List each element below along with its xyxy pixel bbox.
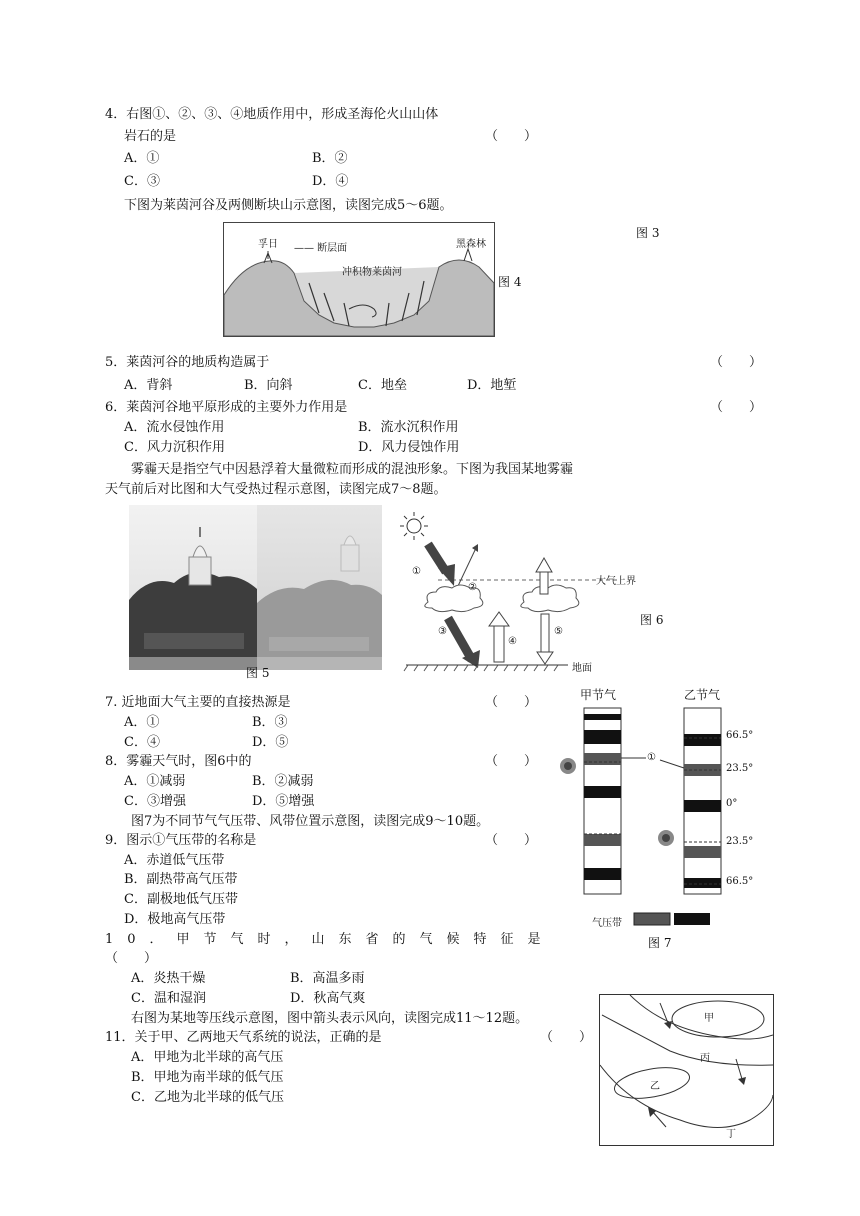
q4-answer-paren: （ ） [485,129,538,144]
q5-option-d: D．地堑 [467,378,517,393]
q11-option-c: C．乙地为北半球的低气压 [131,1090,284,1105]
q9-option-c: C．副极地低气压带 [124,892,238,907]
q7-option-a: A．① [124,715,160,730]
q6-answer-paren: （ ） [710,400,763,415]
fig6-ground-label: 地面 [572,663,592,674]
q9-answer-paren: （ ） [485,833,538,848]
q7-option-c: C．④ [124,735,160,750]
intro-7-8-line2: 天气前后对比图和大气受热过程示意图，读图完成7～8题。 [105,482,447,497]
q5-option-b: B．向斜 [244,378,293,393]
q9-option-a: A．赤道低气压带 [124,853,225,868]
fig4-label: 图 4 [498,275,522,289]
q10-option-b: B．高温多雨 [290,971,365,986]
fig7-lat-23-north: 23.5° [726,763,754,774]
intro-7-8-line1: 雾霾天是指空气中因悬浮着大量微粒而形成的混浊形象。下图为我国某地雾霾 [131,462,574,477]
q6-option-c: C．风力沉积作用 [124,440,225,455]
fig6-marker-1: ① [412,566,421,577]
q7-option-b: B．③ [252,715,288,730]
q6-stem: 6．莱茵河谷地平原形成的主要外力作用是 [105,400,348,415]
fig7-right-title: 乙节气 [684,688,721,702]
fig8-isobar-map [599,994,774,1146]
fig6-marker-3: ③ [438,626,447,637]
q7-option-d: D．⑤ [252,735,289,750]
q4-option-b: B．② [312,151,348,166]
q11-answer-paren: （ ） [540,1030,593,1045]
q9-option-d: D．极地高气压带 [124,912,226,927]
fig6-label: 图 6 [640,613,664,627]
q8-option-b: B．②减弱 [252,774,314,789]
fig5-label: 图 5 [246,666,270,680]
q6-option-b: B．流水沉积作用 [358,420,459,435]
q4-option-c: C．③ [124,174,160,189]
q7-answer-paren: （ ） [485,695,538,710]
q6-option-a: A．流水侵蚀作用 [124,420,225,435]
q5-stem: 5．莱茵河谷的地质构造属于 [105,355,270,370]
q8-option-a: A．①减弱 [124,774,186,789]
q8-stem: 8．雾霾天气时，图6中的 [105,754,252,769]
q4-stem: 4．右图①、②、③、④地质作用中，形成圣海伦火山山体 [105,107,439,122]
fig7-lat-23-south: 23.5° [726,836,754,847]
q11-option-b: B．甲地为南半球的低气压 [131,1070,284,1085]
fig6-atmosphere-heating [398,508,638,673]
fig7-legend-label: 气压带 [592,918,622,929]
fig8-label-bing: 丙 [700,1053,710,1064]
q9-stem: 9．图示①气压带的名称是 [105,833,257,848]
fig3-label: 图 3 [636,226,660,240]
q8-answer-paren: （ ） [485,754,538,769]
q6-option-d: D．风力侵蚀作用 [358,440,460,455]
fig7-pressure-belts [560,686,760,956]
intro-9-10: 图7为不同节气气压带、风带位置示意图，读图完成9～10题。 [131,814,490,829]
q8-option-c: C．③增强 [124,794,186,809]
q10-option-d: D．秋高气爽 [290,991,366,1006]
fig8-label-jia: 甲 [704,1013,714,1024]
q9-option-b: B．副热带高气压带 [124,872,238,887]
fig4-right-mountain-label: 黑森林 [456,239,486,250]
fig7-lat-66-south: 66.5° [726,876,754,887]
fig8-label-yi: 乙 [650,1081,660,1092]
q8-option-d: D．⑤增强 [252,794,315,809]
q5-answer-paren: （ ） [710,355,763,370]
q11-option-a: A．甲地为北半球的高气压 [131,1050,284,1065]
fig6-upper-atmosphere-label: 大气上界 [596,576,636,587]
fig4-fault-legend: —— 断层面 [294,243,348,254]
fig6-marker-4: ④ [508,636,517,647]
q4-option-d: D．④ [312,174,349,189]
fig7-marker-1: ① [647,752,656,763]
fig7-lat-0: 0° [726,798,738,809]
fig4-left-mountain-label: 孚日 [258,239,278,250]
fig6-marker-5: ⑤ [554,626,563,637]
fig8-label-ding: 丁 [726,1129,736,1140]
q10-stem: 10．甲节气时，山东省的气候特征是 [105,932,555,947]
q4-option-a: A．① [124,151,160,166]
q5-option-a: A．背斜 [124,378,173,393]
fig4-rhine-valley [223,222,495,337]
fig7-label: 图 7 [648,936,672,950]
fig4-alluvium-label: 冲积物莱茵河 [342,267,402,278]
q4-stem-cont: 岩石的是 [124,129,177,144]
fig6-marker-2: ② [468,582,477,593]
intro-5-6: 下图为莱茵河谷及两侧断块山示意图，读图完成5～6题。 [124,198,453,213]
q11-stem: 11．关于甲、乙两地天气系统的说法，正确的是 [105,1030,382,1045]
q5-option-c: C．地垒 [358,378,407,393]
fig7-lat-66-north: 66.5° [726,730,754,741]
q10-option-c: C．温和湿润 [131,991,206,1006]
q10-option-a: A．炎热干燥 [131,971,206,986]
fig7-left-title: 甲节气 [580,688,617,702]
q10-answer-paren: （ ） [105,951,158,966]
q7-stem: 7. 近地面大气主要的直接热源是 [105,695,291,710]
intro-11-12: 右图为某地等压线示意图，图中箭头表示风向，读图完成11～12题。 [131,1011,529,1026]
fig5-smog-photos [129,505,382,670]
